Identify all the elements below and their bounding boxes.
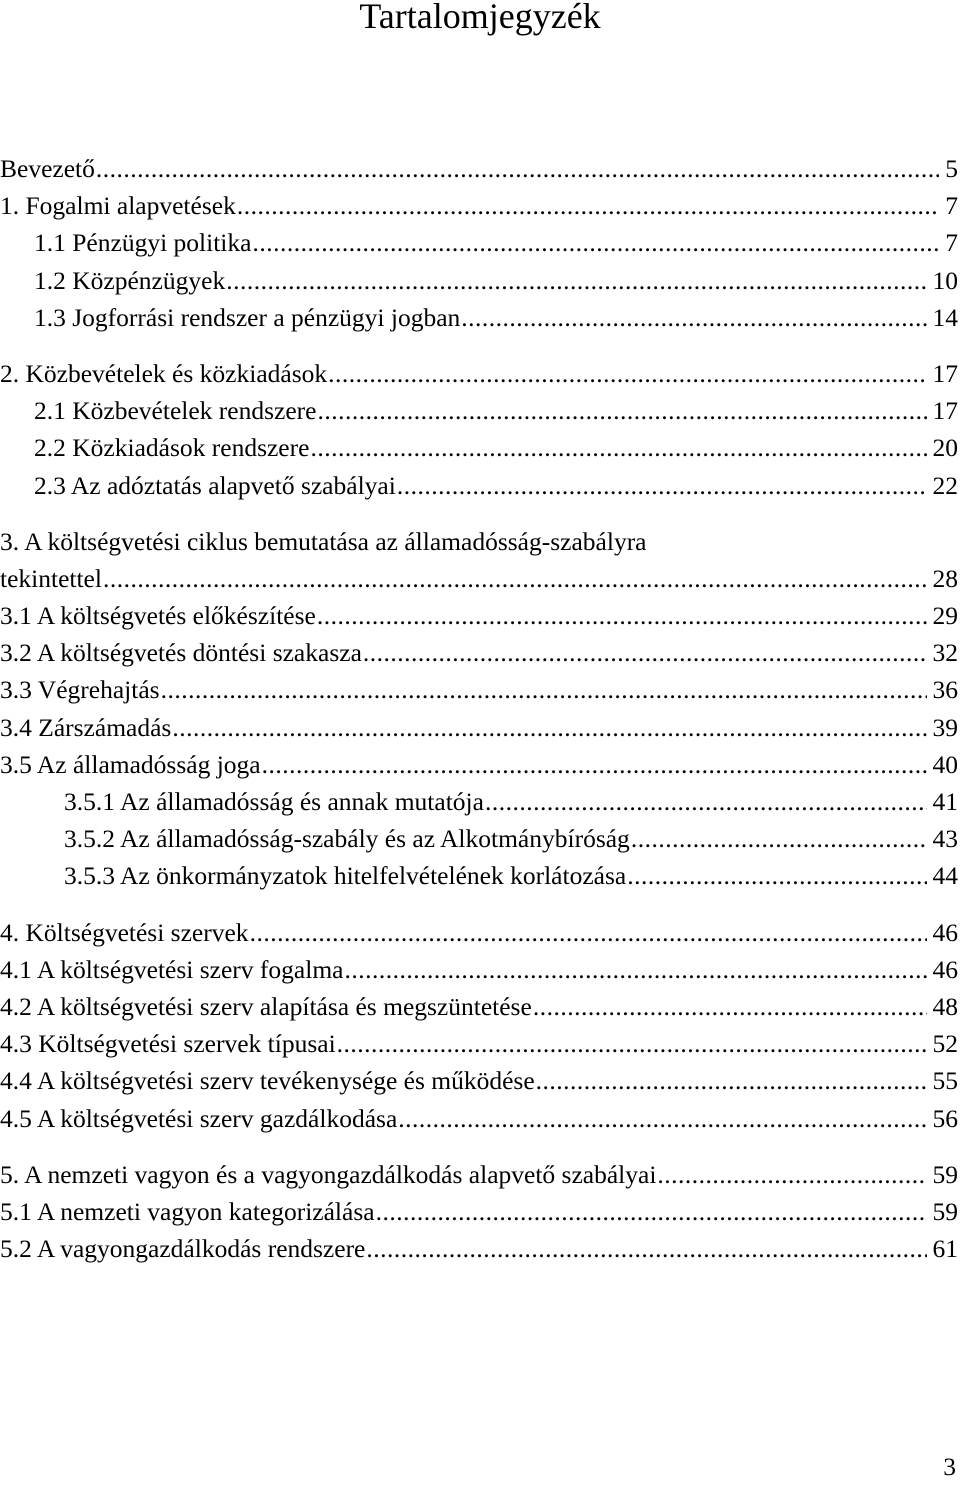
toc-entry-label: 3.5.2 Az államadósság-szabály és az Alkotmánybíróság — [64, 824, 630, 854]
toc-entry-1-1[interactable] — [0, 224, 960, 261]
toc-leader-dots — [376, 1193, 927, 1230]
toc-entry-4-2[interactable] — [0, 988, 960, 1025]
toc-entry-page: 17 — [932, 396, 958, 426]
toc-entry-label: Bevezető — [0, 154, 95, 183]
toc-entry-label: 2.3 Az adóztatás alapvető szabályai — [34, 470, 396, 500]
toc-leader-dots — [262, 746, 927, 783]
toc-entry-1[interactable] — [0, 187, 960, 224]
toc-entry-label: 1. Fogalmi alapvetések — [0, 191, 236, 221]
toc-leader-dots — [344, 951, 926, 988]
toc-leader-dots — [461, 299, 926, 336]
toc-entry-label-cont: tekintettel — [0, 563, 102, 593]
toc-leader-dots — [363, 634, 927, 671]
toc-entry-continuation — [0, 560, 960, 597]
toc-entry-page: 55 — [932, 1066, 958, 1096]
toc-entry-page: 29 — [932, 601, 958, 631]
toc-leader-dots — [627, 857, 926, 894]
toc-entry-4[interactable] — [0, 914, 960, 951]
toc-entry-page: 7 — [945, 191, 958, 221]
toc-entry-3-5-2[interactable] — [0, 820, 960, 857]
toc-leader-dots — [250, 914, 927, 951]
toc-entry-page: 56 — [932, 1103, 958, 1133]
toc-leader-dots — [337, 1025, 927, 1062]
toc-entry-label: 4. Költségvetési szervek — [0, 917, 249, 947]
toc-leader-dots — [397, 467, 927, 504]
toc-entry-4-3[interactable] — [0, 1025, 960, 1062]
toc-entry-page: 7 — [945, 228, 958, 258]
toc-entry-label: 5. A nemzeti vagyon és a vagyongazdálkodás alapvető szabályai — [0, 1159, 657, 1189]
toc-entry-page: 46 — [932, 954, 958, 984]
toc-leader-dots — [172, 709, 926, 746]
toc-entry-2-3[interactable] — [0, 467, 960, 504]
toc-entry-3-3[interactable] — [0, 671, 960, 708]
toc-entry-4-5[interactable] — [0, 1100, 960, 1137]
toc-entry-label: 3.5 Az államadósság joga — [0, 749, 261, 779]
toc-entry-4-1[interactable] — [0, 951, 960, 988]
toc-entry-page: 46 — [932, 917, 958, 947]
toc-leader-dots — [366, 1230, 926, 1267]
toc-entry-label: 3.2 A költségvetés döntési szakasza — [0, 638, 362, 668]
toc-entry-label: 2.2 Közkiadások rendszere — [34, 433, 310, 463]
table-of-contents — [0, 150, 960, 1267]
toc-entry-page: 39 — [932, 712, 958, 742]
toc-entry-label: 1.2 Közpénzügyek — [34, 265, 226, 295]
toc-entry-5-1[interactable] — [0, 1193, 960, 1230]
toc-leader-dots — [485, 783, 927, 820]
toc-entry-3-5[interactable] — [0, 746, 960, 783]
toc-entry-page: 59 — [932, 1159, 958, 1189]
toc-entry-label: 2.1 Közbevételek rendszere — [34, 396, 317, 426]
toc-entry-label: 3.5.1 Az államadósság és annak mutatója — [64, 787, 484, 816]
toc-entry-3[interactable] — [0, 523, 960, 597]
toc-entry-4-4[interactable] — [0, 1062, 960, 1099]
toc-leader-dots — [536, 1062, 927, 1099]
toc-leader-dots — [252, 224, 939, 261]
toc-entry-label: 3.3 Végrehajtás — [0, 675, 160, 705]
toc-entry-3-2[interactable] — [0, 634, 960, 671]
toc-entry-5-2[interactable] — [0, 1230, 960, 1267]
toc-entry-3-1[interactable] — [0, 597, 960, 634]
toc-entry-5[interactable] — [0, 1156, 960, 1193]
toc-entry-page: 40 — [932, 749, 958, 779]
toc-entry-2-1[interactable] — [0, 392, 960, 429]
toc-leader-dots — [317, 597, 927, 634]
toc-entry-label: 5.2 A vagyongazdálkodás rendszere — [0, 1234, 366, 1264]
toc-entry-page: 5 — [945, 154, 958, 183]
toc-entry-page: 36 — [932, 675, 958, 705]
toc-leader-dots — [631, 820, 927, 857]
toc-leader-dots — [161, 671, 927, 708]
toc-leader-dots — [103, 560, 927, 597]
toc-entry-page: 28 — [932, 563, 958, 593]
toc-entry-label: 3.4 Zárszámadás — [0, 712, 172, 742]
toc-entry-label: 3.1 A költségvetés előkészítése — [0, 601, 316, 631]
toc-entry-2[interactable] — [0, 355, 960, 392]
toc-entry-page: 14 — [932, 302, 958, 332]
page-title: Tartalomjegyzék — [359, 0, 601, 36]
toc-entry-label: 5.1 A nemzeti vagyon kategorizálása — [0, 1196, 375, 1226]
toc-entry-label: 3.5.3 Az önkormányzatok hitelfelvételének korlátozása — [64, 861, 627, 891]
toc-entry-2-2[interactable] — [0, 429, 960, 466]
toc-leader-dots — [317, 392, 926, 429]
toc-entry-page: 52 — [932, 1029, 958, 1059]
toc-entry-bevezeto[interactable] — [0, 150, 960, 187]
toc-leader-dots — [237, 187, 939, 224]
toc-leader-dots — [226, 262, 926, 299]
toc-entry-label: 4.3 Költségvetési szervek típusai — [0, 1029, 336, 1059]
toc-entry-3-4[interactable] — [0, 709, 960, 746]
toc-leader-dots — [96, 150, 939, 187]
toc-entry-page: 59 — [932, 1196, 958, 1226]
toc-entry-label: 4.2 A költségvetési szerv alapítása és megszüntetése — [0, 991, 532, 1021]
page-number: 3 — [943, 1452, 956, 1481]
toc-entry-page: 17 — [932, 358, 958, 388]
toc-leader-dots — [328, 355, 926, 392]
toc-entry-label: 4.1 A költségvetési szerv fogalma — [0, 954, 344, 984]
toc-entry-label: 3. A költségvetési ciklus bemutatása az államadósság-szabályra — [0, 526, 647, 556]
toc-entry-page: 41 — [932, 787, 958, 816]
toc-leader-dots — [657, 1156, 926, 1193]
toc-entry-label: 4.5 A költségvetési szerv gazdálkodása — [0, 1103, 398, 1133]
toc-entry-3-5-1[interactable] — [0, 783, 960, 820]
toc-leader-dots — [398, 1100, 926, 1137]
toc-entry-page: 10 — [932, 265, 958, 295]
toc-entry-page: 32 — [932, 638, 958, 668]
toc-entry-label: 4.4 A költségvetési szerv tevékenysége és működése — [0, 1066, 535, 1096]
toc-entry-1-3[interactable] — [0, 299, 960, 336]
toc-entry-page: 43 — [932, 824, 958, 854]
toc-leader-dots — [533, 988, 927, 1025]
toc-leader-dots — [310, 429, 926, 466]
toc-entry-label: 2. Közbevételek és közkiadások — [0, 358, 328, 388]
toc-entry-page: 61 — [932, 1234, 958, 1264]
toc-entry-page: 44 — [932, 861, 958, 891]
toc-entry-page: 22 — [932, 470, 958, 500]
toc-entry-1-2[interactable] — [0, 262, 960, 299]
toc-entry-page: 20 — [932, 433, 958, 463]
toc-entry-label: 1.1 Pénzügyi politika — [34, 228, 252, 258]
toc-entry-label: 1.3 Jogforrási rendszer a pénzügyi jogban — [34, 302, 461, 332]
toc-entry-page: 48 — [932, 991, 958, 1021]
toc-entry-3-5-3[interactable] — [0, 857, 960, 894]
